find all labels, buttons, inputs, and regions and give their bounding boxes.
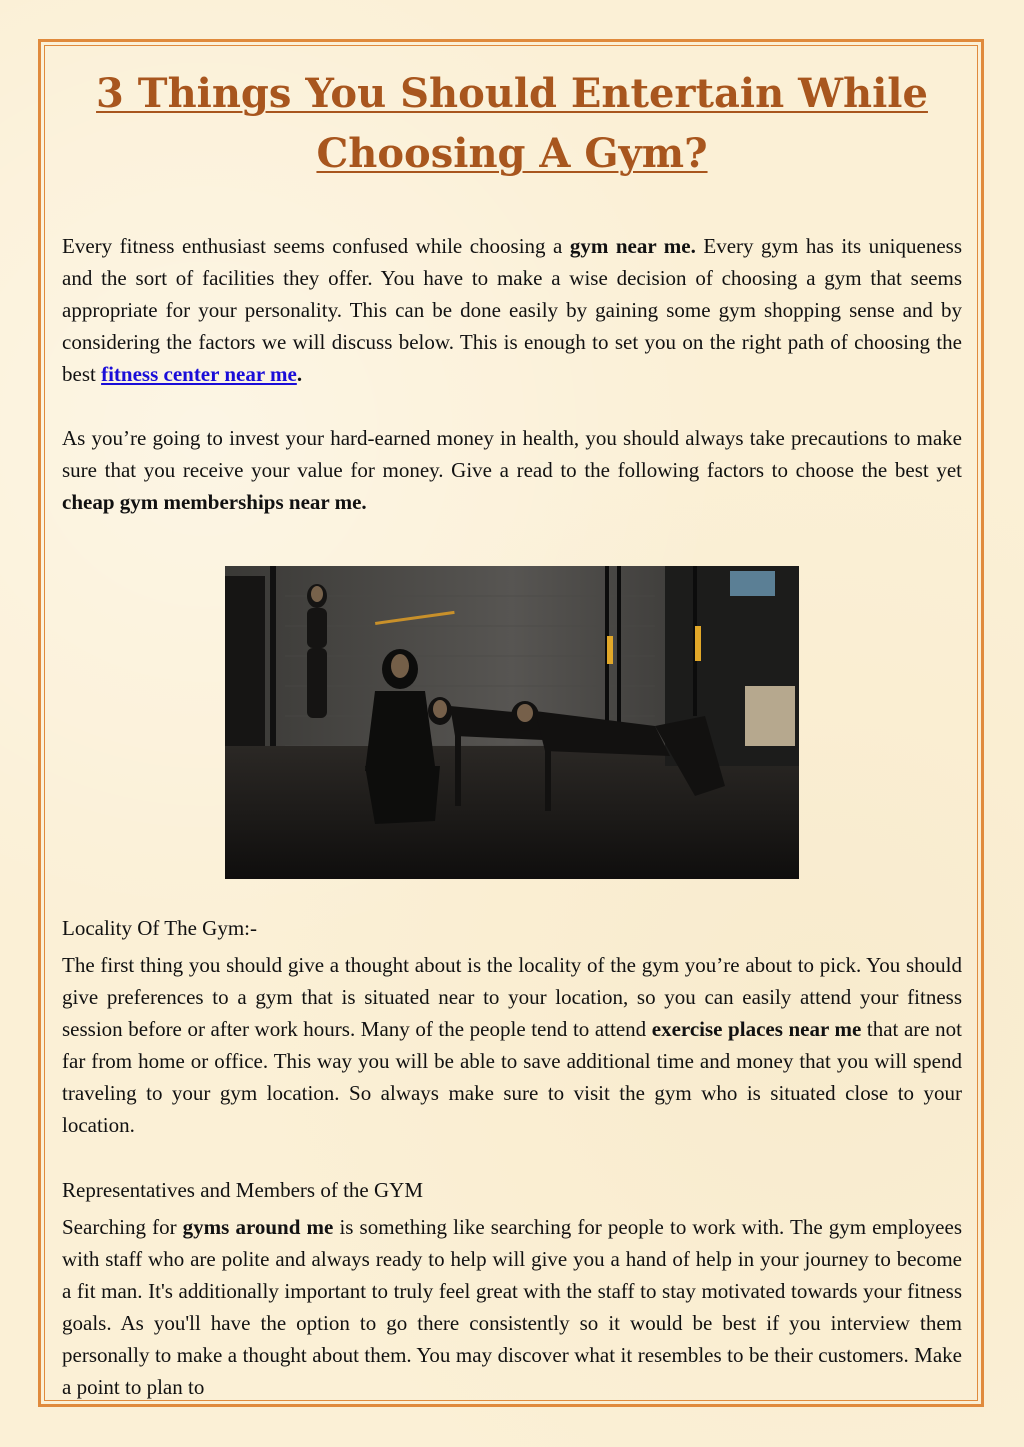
gym-training-photo	[225, 566, 799, 879]
document-body	[62, 64, 962, 1403]
section-heading-representatives: Representatives and Members of the GYM	[62, 1178, 423, 1202]
fitness-center-link[interactable]: fitness center near me	[101, 362, 297, 386]
intro-paragraph: Every fitness enthusiast seems confused while choosing a gym near me. Every gym has its uniqueness and the sort of facilities they offer. You have to make a wise decision of choosing a gym that seems appropriate for your personality. This can be done easily by gaining some gym shopping sense and by considering the factors we will discuss below. This is enough to set you on the right path of choosing the best fitness center near me.	[62, 234, 962, 386]
keyword-gyms-around-me: gyms around me	[182, 1215, 334, 1239]
keyword-exercise-places: exercise places near me	[651, 1017, 862, 1041]
representatives-paragraph: Searching for gyms around me is something like searching for people to work with. The gym employees with staff who are polite and always ready to help will give you a hand of help in your journey to become a fit man. It's additionally important to truly feel great with the staff to stay motivated towards your fitness goals. As you'll have the option to go there consistently so it would be best if you interview them personally to make a thought about them. You may discover what it resembles to be their customers. Make a point to plan to	[62, 1215, 962, 1399]
section-heading-locality: Locality Of The Gym:-	[62, 916, 257, 940]
locality-paragraph: The first thing you should give a thought about is the locality of the gym you’re about to pick. You should give preferences to a gym that is situated near to your location, so you can easily attend your fitness session before or after work hours. Many of the people tend to attend exercise places near me that are not far from home or office. This way you will be able to save additional time and money that you will spend traveling to your gym location. So always make sure to visit the gym who is situated close to your location.	[62, 953, 962, 1137]
page-title: 3 Things You Should Entertain While Choosing A Gym?	[96, 70, 928, 177]
investment-paragraph: As you’re going to invest your hard-earned money in health, you should always take precautions to make sure that you receive your value for money. Give a read to the following factors to choose the best yet cheap gym memberships near me.	[62, 426, 962, 514]
keyword-gym-near-me: gym near me.	[569, 234, 696, 258]
keyword-cheap-memberships: cheap gym memberships near me.	[62, 490, 367, 514]
